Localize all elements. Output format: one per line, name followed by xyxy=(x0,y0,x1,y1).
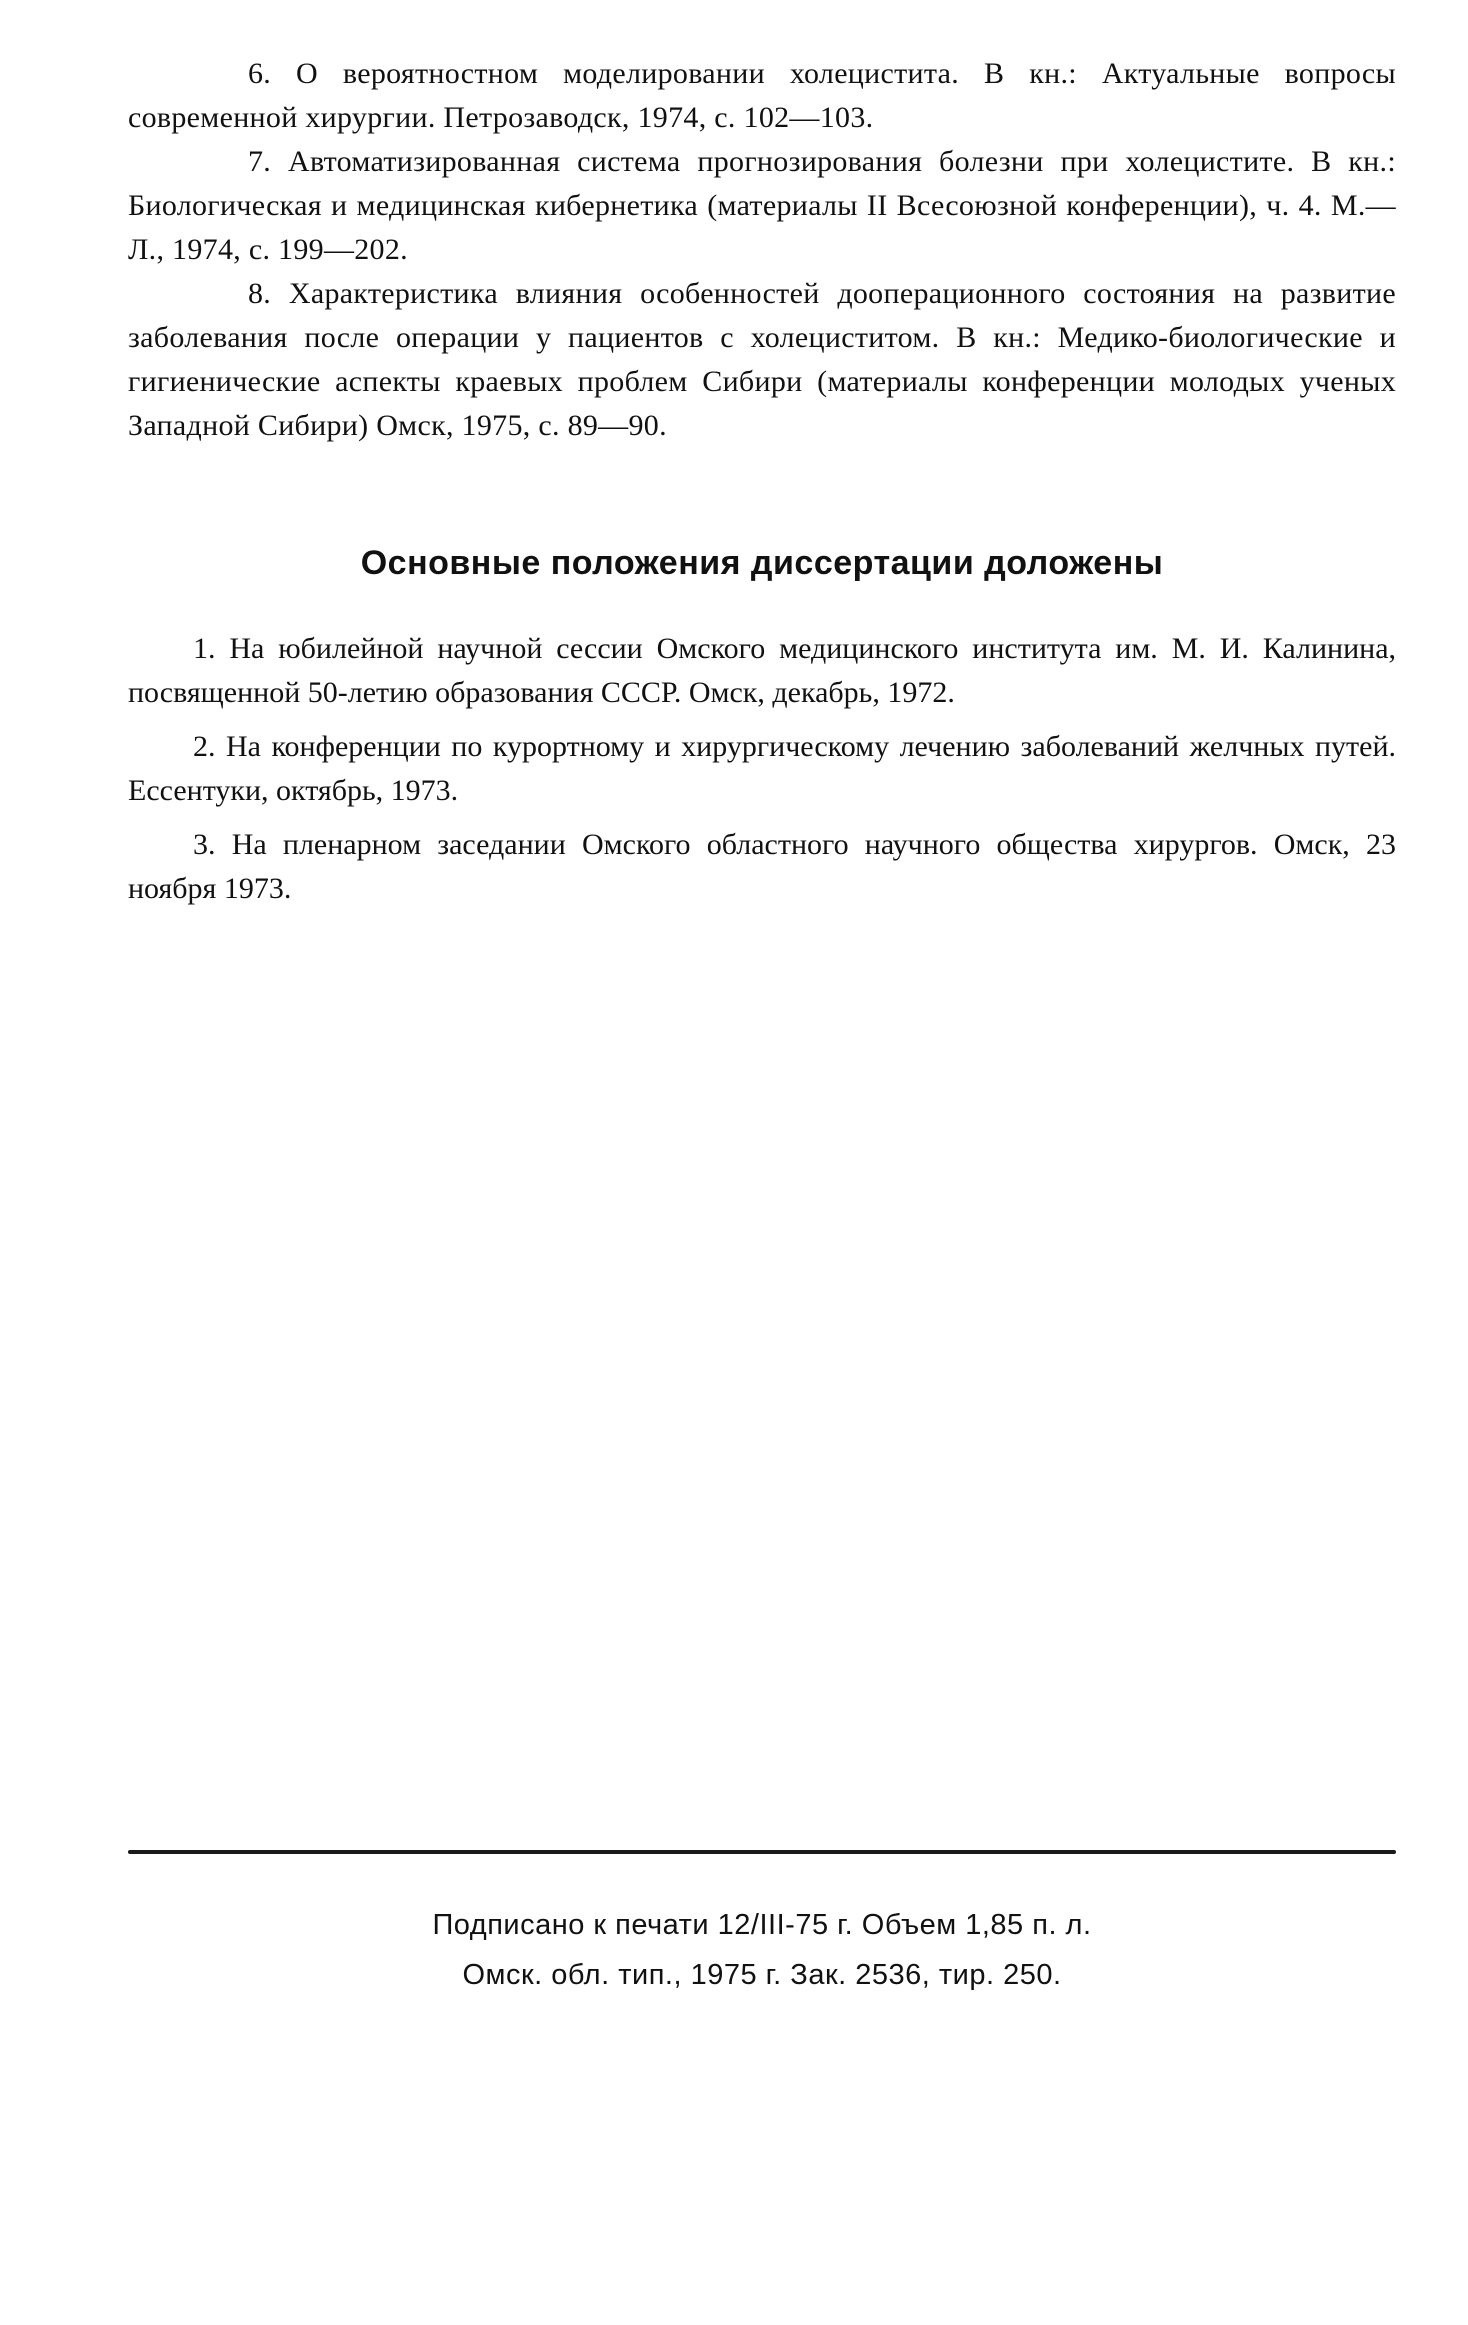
reference-item-8 xyxy=(128,272,1396,448)
imprint-line-1: Подписано к печати 12/III-75 г. Объем 1,85 п. л. xyxy=(432,1909,1092,1941)
section-heading: Основные положения диссертации доложены xyxy=(360,544,1164,582)
reference-text: О вероятностном моделировании холецистита. В кн.: Актуальные вопросы современной хирургии. Петрозаводск, 1974, с. 102—103. xyxy=(128,57,1396,134)
presentation-item-1 xyxy=(128,627,1396,715)
document-page xyxy=(128,52,1396,921)
presentation-text: На конференции по курортному и хирургическому лечению заболеваний желчных путей. Ессентуки, октябрь, 1973. xyxy=(128,730,1396,807)
presentation-item-2 xyxy=(128,725,1396,813)
reference-number: 7. xyxy=(248,145,272,178)
presentation-item-3 xyxy=(128,823,1396,911)
presentation-text: На пленарном заседании Омского областного научного общества хирургов. Омск, 23 ноября 1973. xyxy=(128,828,1396,905)
presentation-text: На юбилейной научной сессии Омского медицинского института им. М. И. Калинина, посвященной 50-летию образования СССР. Омск, декабрь, 1972. xyxy=(128,632,1397,709)
reference-number: 6. xyxy=(248,57,272,90)
presentation-number: 3. xyxy=(193,828,216,861)
presentation-number: 1. xyxy=(193,632,216,665)
presentation-number: 2. xyxy=(193,730,216,763)
imprint-line-2: Омск. обл. тип., 1975 г. Зак. 2536, тир. 250. xyxy=(462,1959,1062,1991)
imprint-block xyxy=(128,1900,1396,2000)
reference-item-7 xyxy=(128,140,1396,272)
reference-number: 8. xyxy=(248,277,272,310)
reference-text: Автоматизированная система прогнозирования болезни при холецистите. В кн.: Биологическая и медицинская кибернетика (материалы II Всесоюзной конференции), ч. 4. М.—Л., 1974, с. 199—202. xyxy=(128,145,1396,266)
reference-text: Характеристика влияния особенностей дооперационного состояния на развитие заболевания после операции у пациентов с холециститом. В кн.: Медико-биологические и гигиенические аспекты краевых проблем Сибири (материалы конференции молодых ученых Западной Сибири) Омск, 1975, с. 89—90. xyxy=(128,277,1396,442)
imprint-divider xyxy=(128,1850,1396,1854)
reference-item-6 xyxy=(128,52,1396,140)
